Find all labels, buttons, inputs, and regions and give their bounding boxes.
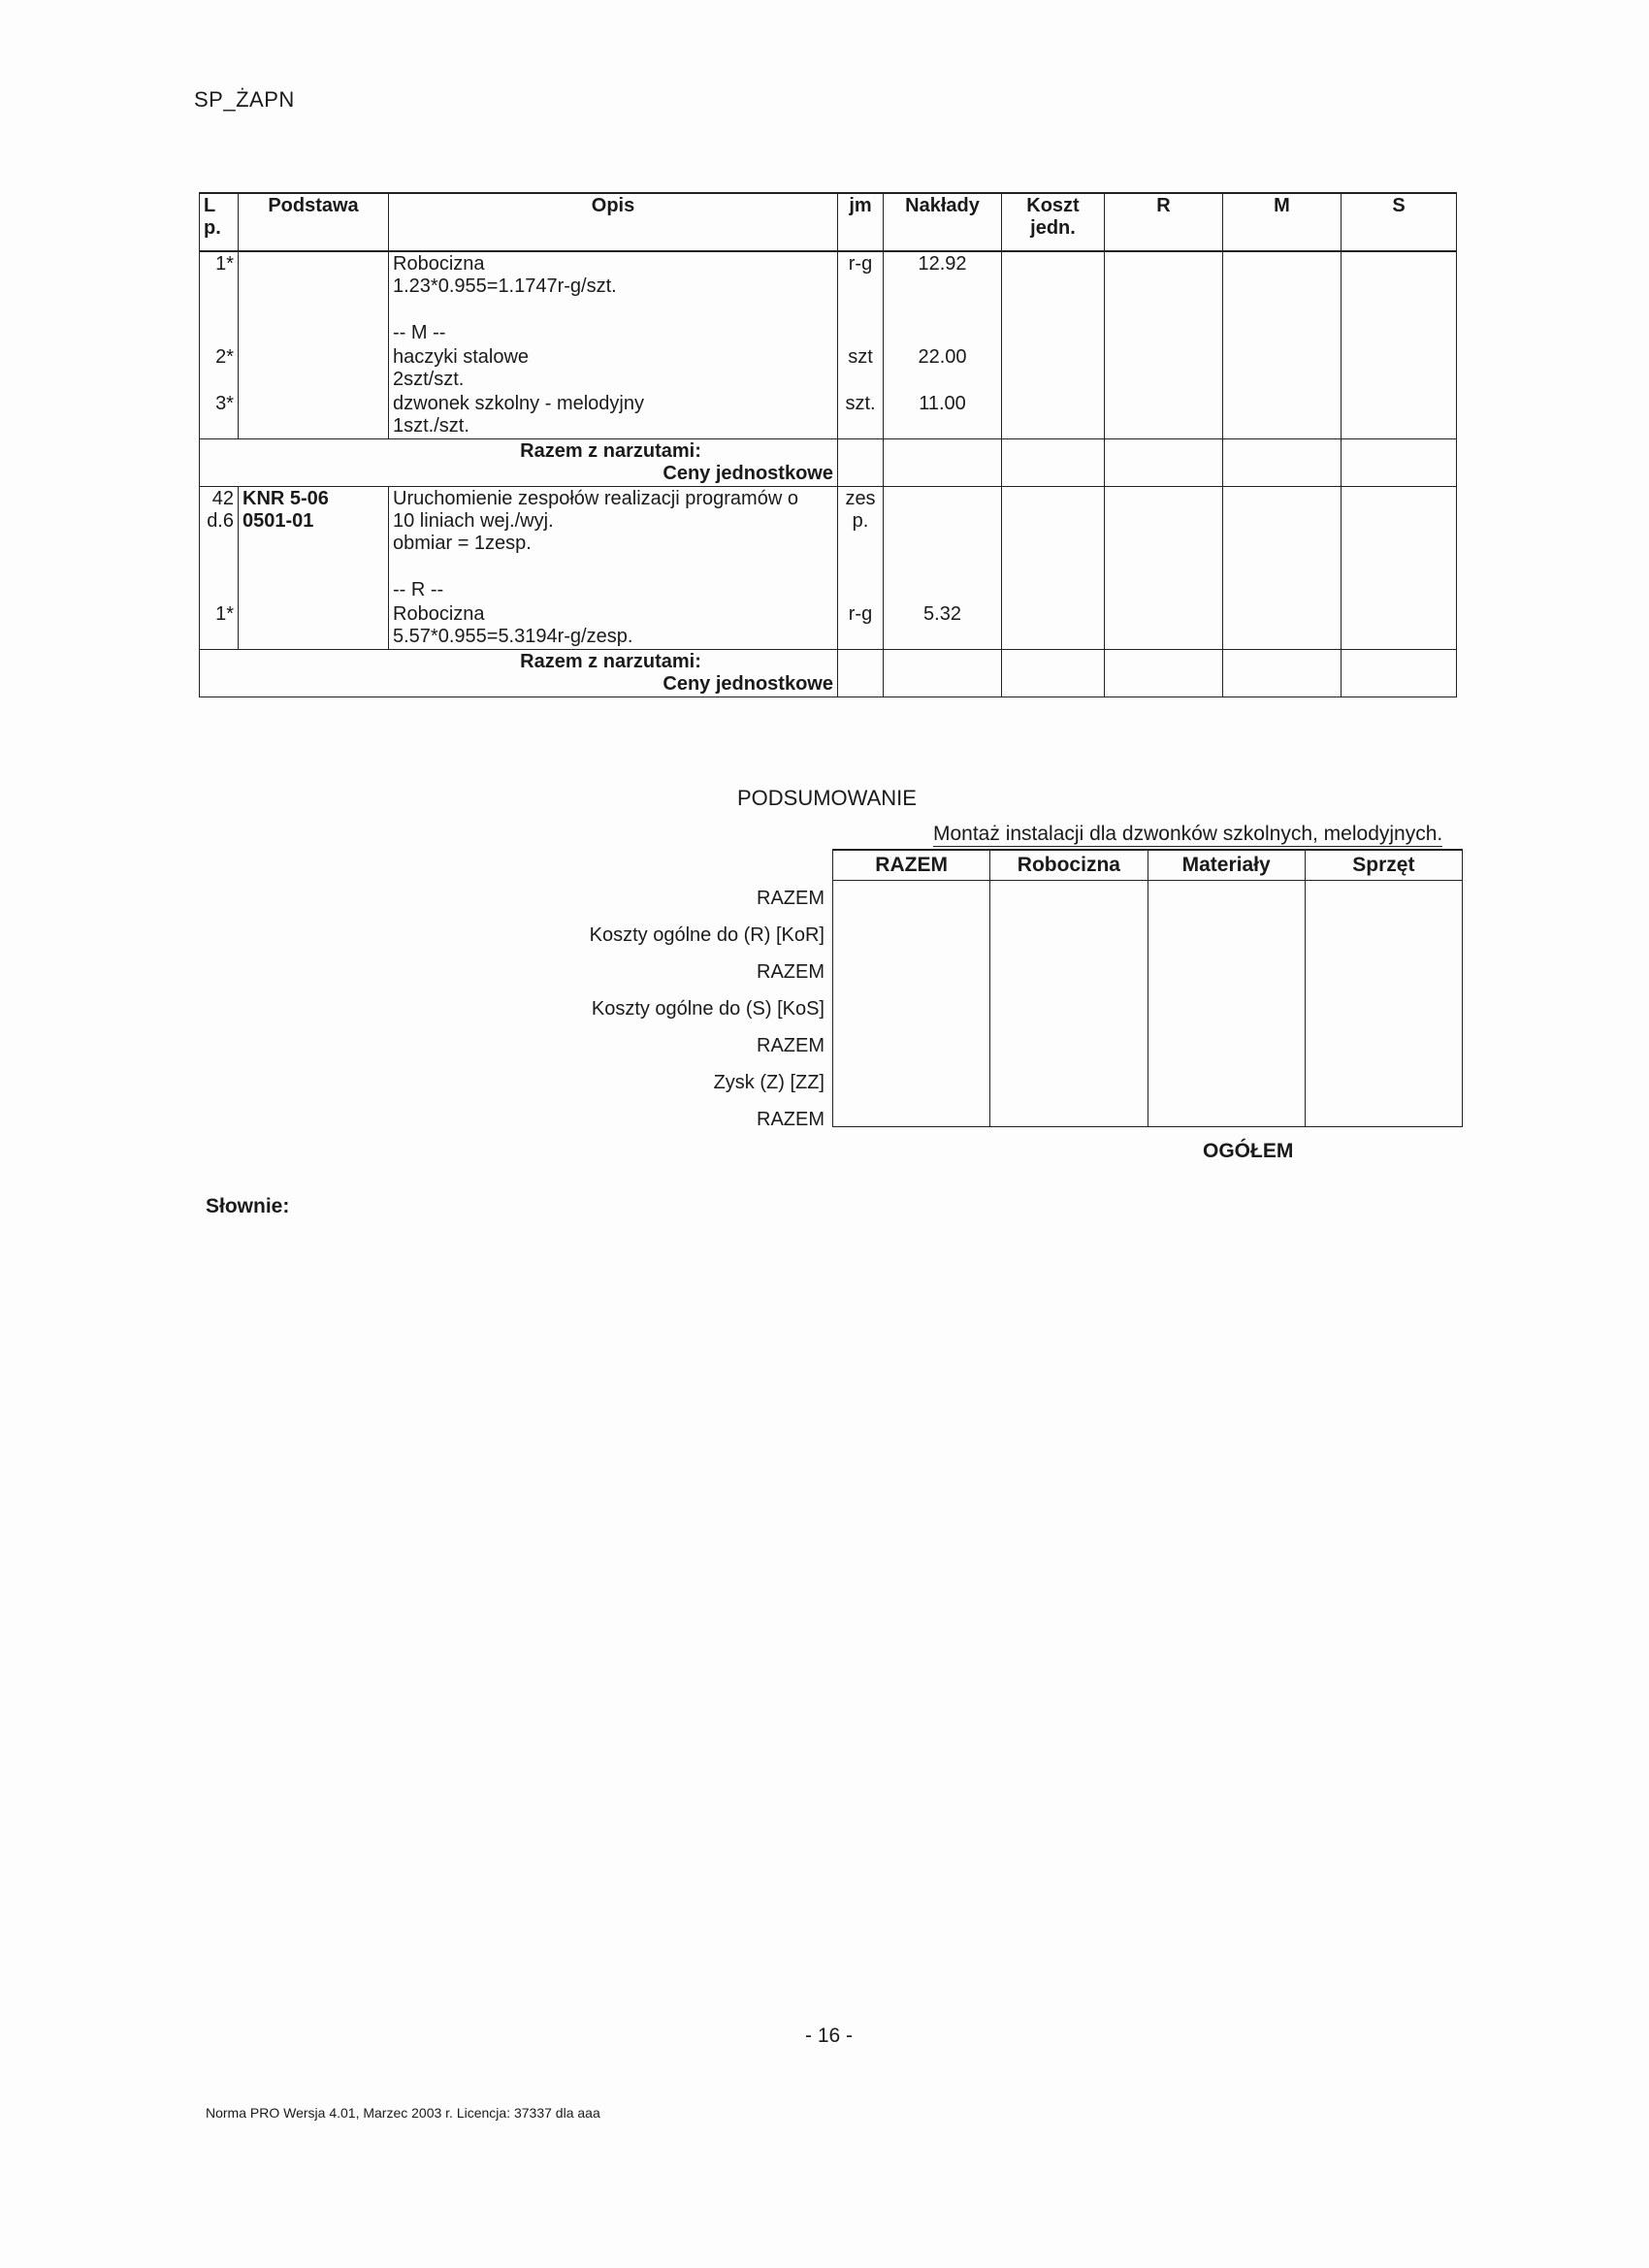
opis-line: 1szt./szt. bbox=[393, 415, 469, 437]
header-jm: jm bbox=[838, 193, 884, 251]
summary-row-label: Koszty ogólne do (R) [KoR] bbox=[589, 924, 824, 946]
summary-col-sprzet: Sprzęt bbox=[1305, 850, 1462, 881]
cell-lp: 2* bbox=[200, 345, 239, 392]
cell-podstawa bbox=[239, 251, 389, 321]
jm-line: p. bbox=[852, 510, 869, 532]
position-number: 42 bbox=[211, 488, 234, 509]
cell-opis: -- R -- bbox=[389, 578, 838, 602]
opis-line: 5.57*0.955=5.3194r-g/zesp. bbox=[393, 626, 633, 647]
opis-line: Robocizna bbox=[393, 253, 485, 275]
summary-title: PODSUMOWANIE bbox=[737, 786, 917, 810]
summary-header-row bbox=[833, 850, 1463, 881]
page-number: - 16 - bbox=[805, 2025, 854, 2047]
header-koszt: Koszt jedn. bbox=[1002, 193, 1105, 251]
cell-naklady: 5.32 bbox=[884, 602, 1002, 650]
summary-row bbox=[200, 650, 1457, 697]
cell-jm: szt. bbox=[838, 392, 884, 439]
cell-opis bbox=[389, 602, 838, 650]
opis-line: 1.23*0.955=1.1747r-g/szt. bbox=[393, 275, 617, 297]
opis-line: 10 liniach wej./wyj. bbox=[393, 510, 554, 532]
cell-opis bbox=[389, 487, 838, 579]
cell-jm: r-g bbox=[838, 602, 884, 650]
summary-row bbox=[200, 439, 1457, 487]
summary-col-robocizna: Robocizna bbox=[990, 850, 1148, 881]
table-row bbox=[200, 345, 1457, 392]
summary-subtitle: Montaż instalacji dla dzwonków szkolnych, melodyjnych. bbox=[933, 823, 1443, 845]
cell-opis bbox=[389, 392, 838, 439]
summary-row-label: Zysk (Z) [ZZ] bbox=[713, 1072, 824, 1093]
footer-license: Norma PRO Wersja 4.01, Marzec 2003 r. Licencja: 37337 dla aaa bbox=[206, 2105, 600, 2121]
cell-lp bbox=[200, 487, 239, 579]
opis-line: Robocizna bbox=[393, 603, 485, 625]
header-lp: L p. bbox=[200, 193, 239, 251]
header-r: R bbox=[1105, 193, 1223, 251]
summary-razem-label: Razem z narzutami: bbox=[520, 440, 701, 462]
cell-opis bbox=[389, 345, 838, 392]
cell-naklady: 22.00 bbox=[884, 345, 1002, 392]
cell-opis bbox=[389, 251, 838, 321]
summary-body-row bbox=[833, 881, 1463, 1127]
summary-cell bbox=[833, 881, 990, 1127]
summary-razem-label: Razem z narzutami: bbox=[520, 651, 701, 672]
summary-table bbox=[832, 849, 1463, 1127]
cell-jm: szt bbox=[838, 345, 884, 392]
opis-line: haczyki stalowe bbox=[393, 346, 530, 368]
table-row bbox=[200, 578, 1457, 602]
knr-code: KNR 5-06 bbox=[242, 488, 329, 509]
cost-estimate-table bbox=[199, 192, 1457, 697]
opis-line: dzwonek szkolny - melodyjny bbox=[393, 393, 644, 414]
table-row bbox=[200, 321, 1457, 345]
table-row bbox=[200, 392, 1457, 439]
summary-ceny-label: Ceny jednostkowe bbox=[663, 463, 833, 484]
header-podstawa: Podstawa bbox=[239, 193, 389, 251]
in-words-label: Słownie: bbox=[206, 1195, 290, 1217]
summary-cell bbox=[1305, 881, 1462, 1127]
cell-lp: 1* bbox=[200, 251, 239, 321]
jm-line: zes bbox=[845, 488, 876, 509]
cell-naklady: 12.92 bbox=[884, 251, 1002, 321]
cell-lp: 3* bbox=[200, 392, 239, 439]
position-row bbox=[200, 487, 1457, 579]
grand-total-label: OGÓŁEM bbox=[1203, 1140, 1294, 1162]
summary-row-label: Koszty ogólne do (S) [KoS] bbox=[591, 998, 824, 1020]
opis-line: Uruchomienie zespołów realizacji programów o bbox=[393, 488, 798, 509]
summary-ceny-label: Ceny jednostkowe bbox=[663, 673, 833, 695]
document-code: SP_ŻAPN bbox=[194, 87, 295, 112]
cell-naklady: 11.00 bbox=[884, 392, 1002, 439]
header-s: S bbox=[1342, 193, 1457, 251]
knr-item: 0501-01 bbox=[242, 510, 314, 532]
opis-line: obmiar = 1zesp. bbox=[393, 533, 532, 554]
table-row bbox=[200, 602, 1457, 650]
opis-line: 2szt/szt. bbox=[393, 369, 465, 390]
cell-jm: r-g bbox=[838, 251, 884, 321]
cell-opis: -- M -- bbox=[389, 321, 838, 345]
cell-podstawa bbox=[239, 487, 389, 579]
summary-row-labels bbox=[543, 880, 824, 1138]
header-m: M bbox=[1223, 193, 1342, 251]
summary-label bbox=[200, 650, 838, 697]
cell-jm bbox=[838, 487, 884, 579]
summary-row-label: RAZEM bbox=[757, 961, 824, 983]
summary-cell bbox=[1148, 881, 1305, 1127]
summary-col-materialy: Materiały bbox=[1148, 850, 1305, 881]
summary-cell bbox=[990, 881, 1148, 1127]
table-row bbox=[200, 251, 1457, 321]
summary-label bbox=[200, 439, 838, 487]
header-opis: Opis bbox=[389, 193, 838, 251]
summary-col-razem: RAZEM bbox=[833, 850, 990, 881]
table-header-row bbox=[200, 193, 1457, 251]
position-section: d.6 bbox=[207, 510, 234, 532]
summary-row-label: RAZEM bbox=[757, 888, 824, 909]
summary-row-label: RAZEM bbox=[757, 1109, 824, 1130]
cell-lp: 1* bbox=[200, 602, 239, 650]
summary-row-label: RAZEM bbox=[757, 1035, 824, 1056]
header-naklady: Nakłady bbox=[884, 193, 1002, 251]
